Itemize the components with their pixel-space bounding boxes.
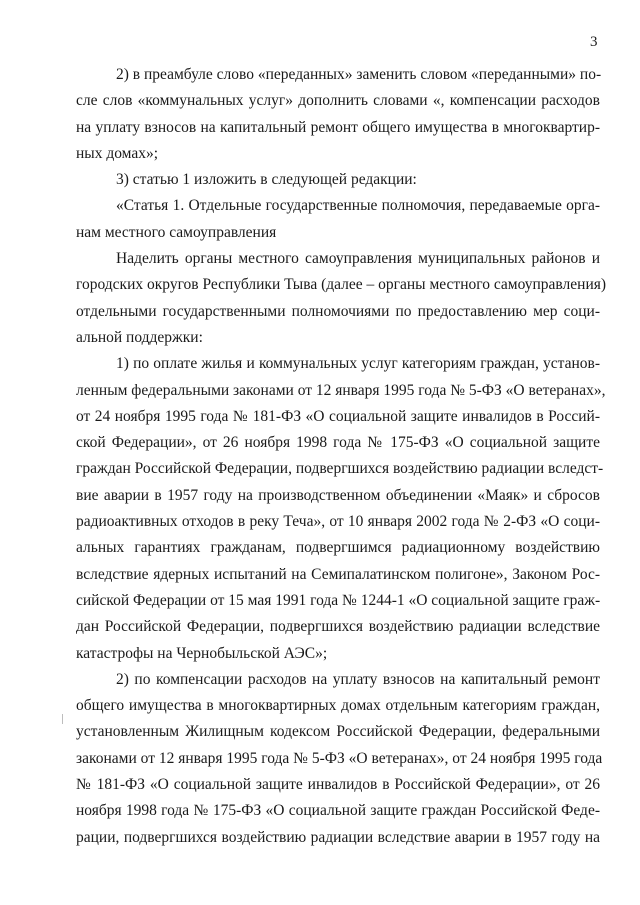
text-line: 1) по оплате жилья и коммунальных услуг категориям граждан, установ- <box>116 355 600 373</box>
text-line: нам местного самоуправления <box>76 223 277 241</box>
text-line: альных гарантиях гражданам, подвергшимся радиационному воздействию <box>76 539 600 557</box>
page-number: 3 <box>590 34 598 50</box>
text-line: ленным федеральными законами от 12 января 1995 года № 5-ФЗ «О ветеранах», <box>76 381 606 399</box>
document-body <box>76 62 607 851</box>
text-line: катастрофы на Чернобыльской АЭС»; <box>76 644 328 662</box>
text-line: ской Федерации», от 26 ноября 1998 года № 175-ФЗ «О социальной защите <box>76 434 600 452</box>
text-line: общего имущества в многоквартирных домах отдельным категориям граждан, <box>76 697 600 715</box>
text-line: рации, подвергшихся воздействию радиации вследствие аварии в 1957 году на <box>76 828 600 846</box>
text-line: законами от 12 января 1995 года № 5-ФЗ «О ветеранах», от 24 ноября 1995 года <box>76 749 603 767</box>
text-line: ноября 1998 года № 175-ФЗ «О социальной защите граждан Российской Феде- <box>76 802 600 820</box>
text-line: сле слов «коммунальных услуг» дополнить словами «, компенсации расходов <box>76 92 600 110</box>
text-line: отдельными государственными полномочиями по предоставлению мер соци- <box>76 302 600 320</box>
text-line: установленным Жилищным кодексом Российской Федерации, федеральными <box>76 723 600 741</box>
text-line: дан Российской Федерации, подвергшихся воздействию радиации вследствие <box>76 618 600 636</box>
scan-margin-mark <box>62 714 63 724</box>
text-line: 2) по компенсации расходов на уплату взносов на капитальный ремонт <box>116 670 600 688</box>
text-line: от 24 ноября 1995 года № 181-ФЗ «О социальной защите инвалидов в Россий- <box>76 407 600 425</box>
text-line: городских округов Республики Тыва (далее – органы местного самоуправления) <box>76 276 607 294</box>
text-line: Наделить органы местного самоуправления муниципальных районов и <box>116 250 600 268</box>
text-line: 2) в преамбуле слово «переданных» заменить словом «переданными» по- <box>116 66 602 83</box>
text-line: альной поддержки: <box>76 328 203 346</box>
text-line: граждан Российской Федерации, подвергшихся воздействию радиации вследст- <box>76 460 604 478</box>
text-line: вие аварии в 1957 году на производственном объединении «Маяк» и сбросов <box>76 486 600 504</box>
text-line: № 181-ФЗ «О социальной защите инвалидов в Российской Федерации», от 26 <box>76 776 600 794</box>
text-line: 3) статью 1 изложить в следующей редакции: <box>116 171 417 189</box>
text-line: «Статья 1. Отдельные государственные полномочия, передаваемые орга- <box>116 197 600 215</box>
text-line: на уплату взносов на капитальный ремонт общего имущества в многоквартир- <box>76 118 600 136</box>
text-line: ных домах»; <box>76 144 159 162</box>
text-line: сийской Федерации от 15 мая 1991 года № 1244-1 «О социальной защите граж- <box>76 591 601 609</box>
text-line: радиоактивных отходов в реку Теча», от 10 января 2002 года № 2-ФЗ «О соци- <box>76 513 600 531</box>
text-line: вследствие ядерных испытаний на Семипалатинском полигоне», Законом Рос- <box>76 565 600 583</box>
